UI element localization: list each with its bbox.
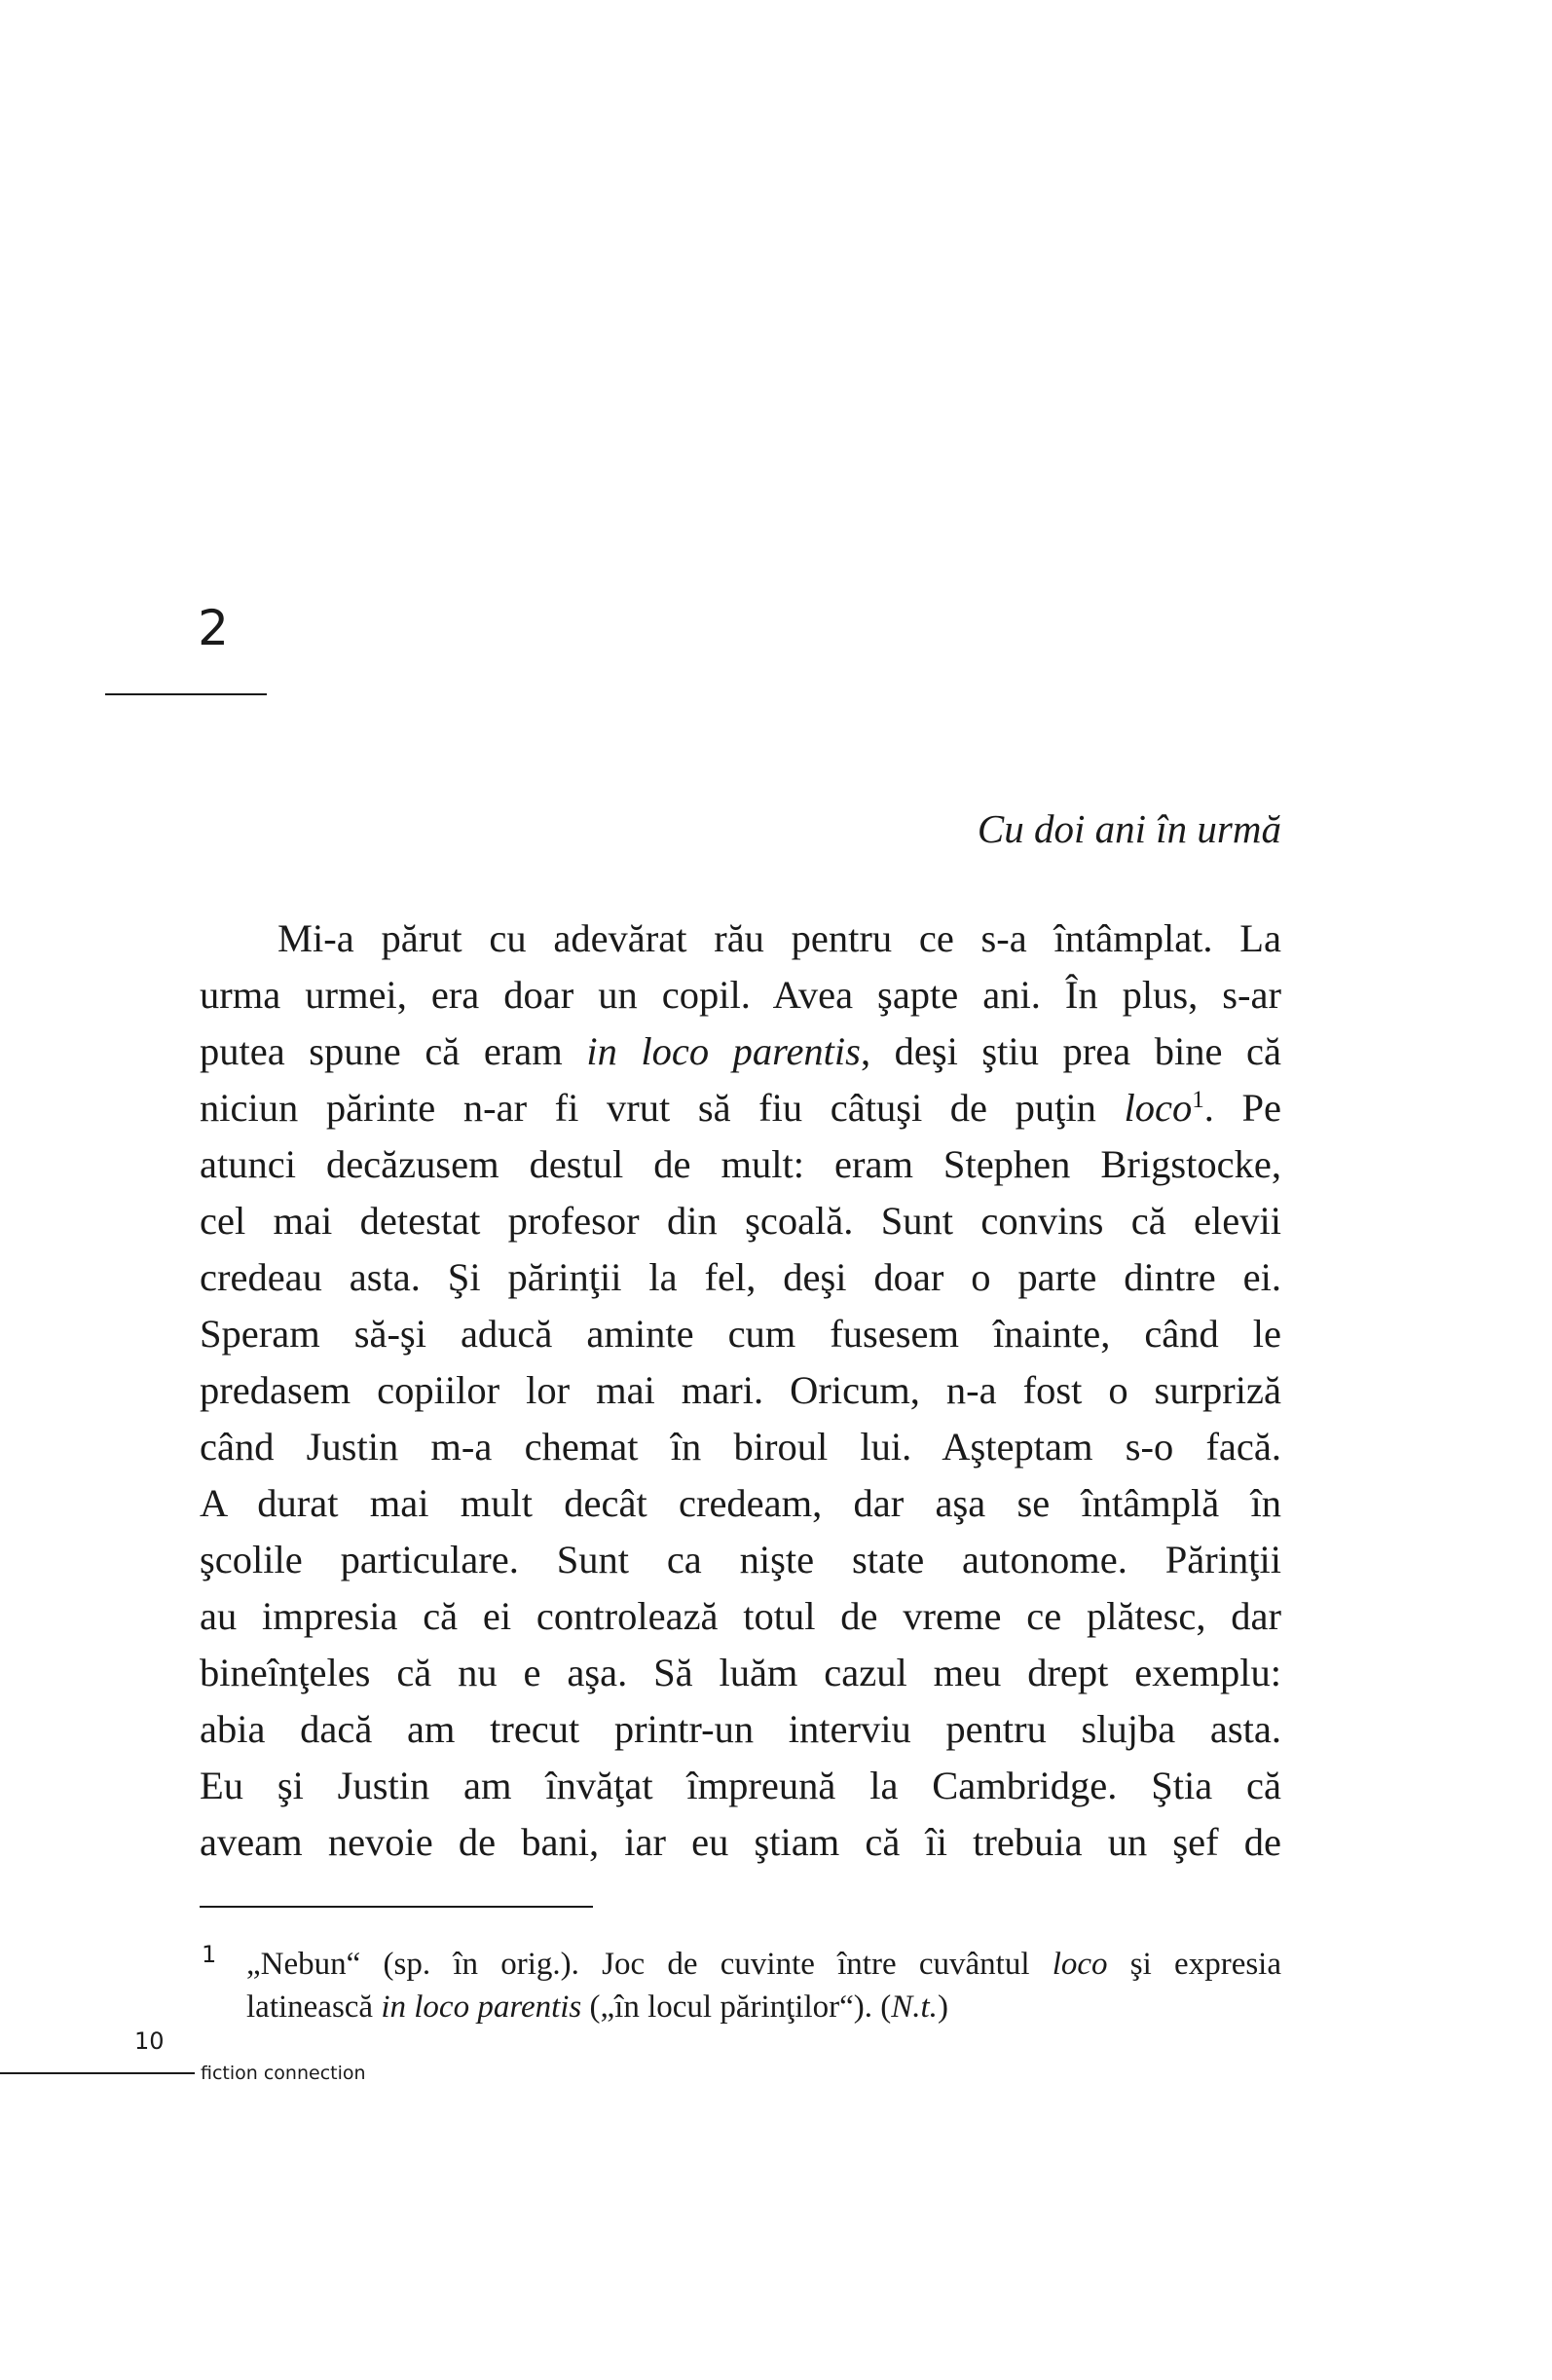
text-line: Mi-a părut cu adevărat rău pentru ce s-a întâmplat. La [277, 916, 1281, 960]
chapter-number: 2 [198, 600, 229, 656]
chapter-subtitle: Cu doi ani în urmă [977, 806, 1281, 851]
text-line: predasem copiilor lor mai mari. Oricum, n-a fost o surpriză [200, 1368, 1281, 1412]
text-segment: şi expresia [1107, 1947, 1282, 1982]
text-line: când Justin m-a chemat în biroul lui. Aşteptam s-o facă. [200, 1425, 1281, 1469]
text-segment: ) [937, 1990, 948, 2025]
text-segment: („în locul părinţilor“). ( [581, 1990, 892, 2025]
text-line: aveam nevoie de bani, iar eu ştiam că îi trebuia un şef de [200, 1820, 1281, 1864]
text-line: Eu şi Justin am învăţat împreună la Cambridge. Ştia că [200, 1764, 1281, 1807]
footnote-line [246, 1986, 1281, 2028]
text-line: şcolile particulare. Sunt ca nişte state autonome. Părinţii [200, 1538, 1281, 1581]
text-line: au impresia că ei controlează totul de vreme ce plătesc, dar [200, 1594, 1281, 1638]
italic-abbreviation: N.t. [891, 1990, 938, 2025]
body-text [200, 911, 1281, 1871]
text-segment: „Nebun“ (sp. în orig.). Joc de cuvinte între cuvântul [246, 1947, 1053, 1982]
footnote-divider [200, 1906, 593, 1908]
text-line: bineînţeles că nu e aşa. Să luăm cazul meu drept exemplu: [200, 1651, 1281, 1694]
italic-phrase: in loco parentis [381, 1990, 582, 2025]
footnote-line [246, 1943, 1281, 1986]
text-segment: . Pe [1203, 1086, 1282, 1130]
italic-word: loco [1124, 1086, 1193, 1130]
text-line: atunci decăzusem destul de mult: eram Stephen Brigstocke, [200, 1142, 1281, 1186]
text-line: cel mai detestat profesor din şcoală. Sunt convins că elevii [200, 1199, 1281, 1243]
footer-brand: fiction connection [201, 2063, 366, 2084]
text-line: abia dacă am trecut printr-un interviu pentru slujba asta. [200, 1707, 1281, 1751]
footnote-reference: 1 [1192, 1087, 1204, 1114]
italic-word: loco [1052, 1947, 1108, 1982]
text-line: Speram să-şi aducă aminte cum fusesem înainte, când le [200, 1312, 1281, 1356]
page-number: 10 [134, 2027, 165, 2055]
footer-divider [0, 2072, 195, 2074]
footnote-text [246, 1943, 1281, 2028]
text-segment: latinească [246, 1990, 382, 2025]
text-line: credeau asta. Şi părinţii la fel, deşi doar o parte dintre ei. [200, 1255, 1281, 1299]
text-segment: niciun părinte n-ar fi vrut să fiu câtuşi de puţin [200, 1086, 1125, 1130]
chapter-divider [105, 693, 267, 695]
text-line [200, 1080, 1281, 1136]
text-line [200, 1023, 1281, 1080]
text-segment: , deşi ştiu prea bine că [860, 1029, 1281, 1073]
text-segment: putea spune că eram [200, 1029, 587, 1073]
footnote-mark: 1 [202, 1941, 217, 1968]
text-line: urma urmei, era doar un copil. Avea şapte ani. În plus, s-ar [200, 973, 1281, 1017]
text-line: A durat mai mult decât credeam, dar aşa se întâmplă în [200, 1481, 1281, 1525]
italic-phrase: in loco parentis [586, 1029, 861, 1073]
